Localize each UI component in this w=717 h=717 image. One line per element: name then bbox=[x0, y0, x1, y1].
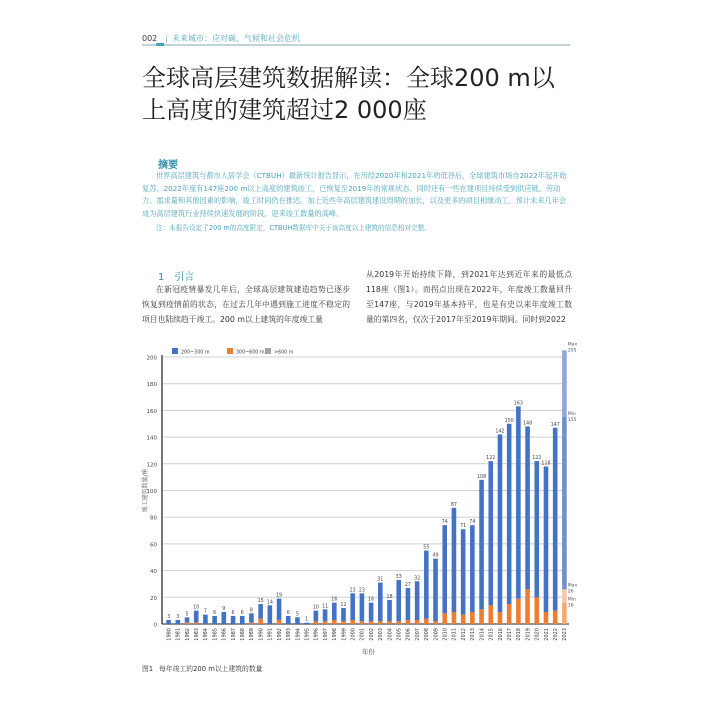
data-label: 74 bbox=[441, 520, 448, 526]
data-label: 5 bbox=[295, 612, 299, 618]
x-tick-label: 2017 bbox=[506, 628, 513, 641]
bar-segment-200-300 bbox=[479, 480, 484, 609]
x-tick-label: 2002 bbox=[368, 628, 375, 641]
data-label: 150 bbox=[504, 418, 514, 424]
bar-chart bbox=[135, 340, 580, 660]
x-tick-label: 2009 bbox=[433, 628, 440, 641]
bar-segment-300-600 bbox=[433, 621, 438, 624]
legend-label: 300~600 m bbox=[236, 350, 265, 356]
x-tick-label: 1998 bbox=[332, 628, 339, 641]
bar-segment-300-600 bbox=[553, 611, 558, 624]
bar-segment-300-600 bbox=[258, 619, 263, 624]
bar-segment-200-300 bbox=[350, 593, 355, 620]
bar-segment-200-300 bbox=[369, 603, 374, 622]
bar-segment-300-600 bbox=[185, 623, 190, 624]
min-label: Min bbox=[567, 597, 576, 603]
bar-segment-200-300 bbox=[396, 580, 401, 621]
x-tick-label: 2007 bbox=[414, 628, 421, 641]
bar-segment-200-300 bbox=[553, 428, 558, 611]
x-tick-label: 1989 bbox=[249, 628, 256, 641]
bar-segment-300-600 bbox=[194, 623, 199, 624]
y-tick-label: 40 bbox=[150, 569, 157, 576]
header-separator: | bbox=[165, 34, 168, 43]
data-label: 10 bbox=[193, 605, 200, 611]
data-label: 108 bbox=[476, 474, 487, 480]
x-tick-label: 2019 bbox=[525, 628, 532, 641]
x-tick-label: 1982 bbox=[184, 628, 191, 641]
bar-segment-300-600 bbox=[360, 621, 365, 624]
min-value-label: 16 bbox=[567, 603, 574, 609]
data-label: 7 bbox=[203, 609, 207, 615]
y-tick-label: 160 bbox=[146, 408, 157, 415]
bar-segment-200-300 bbox=[268, 605, 273, 624]
data-label: 31 bbox=[377, 577, 384, 583]
y-tick-label: 0 bbox=[153, 622, 157, 629]
data-label: 23 bbox=[349, 588, 356, 594]
bar-segment-200-300 bbox=[406, 588, 411, 620]
bar-segment-300-600 bbox=[249, 623, 254, 624]
data-label: 15 bbox=[257, 598, 264, 604]
bar-segment-200-300 bbox=[360, 593, 365, 621]
article-title: 全球高层建筑数据解读：全球200 m以上高度的建筑超过2 000座 bbox=[142, 64, 555, 124]
y-tick-label: 80 bbox=[150, 515, 157, 522]
data-label: 3 bbox=[176, 614, 180, 620]
running-header bbox=[142, 33, 300, 44]
data-label: 1 bbox=[305, 617, 309, 623]
x-tick-label: 2020 bbox=[534, 628, 541, 641]
data-label: 6 bbox=[231, 610, 235, 616]
data-label: 18 bbox=[386, 594, 393, 600]
bar-segment-200-300 bbox=[222, 612, 227, 624]
body-column-left: 在新冠疫情暴发几年后，全球高层建筑建造趋势已逐步恢复到疫情前的状态，在过去几年中遇到施工进度不稳定的项目也陆续趋于竣工。200 m以上建筑的年度竣工量 bbox=[142, 285, 350, 324]
bar-segment-300-600 bbox=[350, 620, 355, 624]
bar-segment-200-300 bbox=[332, 603, 337, 620]
data-label: 147 bbox=[550, 422, 560, 428]
bar-segment-300-600 bbox=[277, 620, 282, 624]
chart-svg bbox=[135, 340, 580, 660]
bar-segment-300-600-min bbox=[562, 603, 567, 624]
y-tick-label: 100 bbox=[146, 489, 157, 495]
data-label: 118 bbox=[541, 461, 551, 467]
abstract-note: 注：本报告设定了200 m的高度限定，CTBUH数据库中关于该高度以上建筑的信息相对完整。 bbox=[156, 224, 431, 232]
x-tick-label: 1986 bbox=[221, 628, 228, 641]
bar-segment-200-300 bbox=[488, 461, 493, 605]
bar-segment-200-300 bbox=[507, 424, 512, 604]
bar-segment-200-300 bbox=[286, 616, 291, 624]
x-tick-label: 2003 bbox=[378, 628, 385, 641]
max-label: Max bbox=[567, 342, 578, 348]
x-tick-label: 1999 bbox=[341, 628, 348, 641]
bar-segment-200-300 bbox=[341, 608, 346, 621]
x-tick-label: 1990 bbox=[258, 628, 265, 641]
bar-segment-200-300 bbox=[516, 406, 521, 598]
data-label: 148 bbox=[523, 421, 533, 427]
x-tick-label: 2023 bbox=[562, 628, 569, 641]
bar-segment-300-600 bbox=[341, 621, 346, 624]
bar-segment-200-300 bbox=[378, 583, 383, 622]
x-axis-label: 年份 bbox=[362, 648, 375, 656]
legend-label: >600 m bbox=[274, 350, 294, 356]
header-rule bbox=[142, 44, 570, 46]
figure-number: 图1 bbox=[142, 665, 154, 673]
data-label: 87 bbox=[450, 502, 457, 508]
bar-segment-200-300 bbox=[166, 620, 171, 624]
x-tick-label: 1981 bbox=[175, 628, 182, 641]
data-label: 5 bbox=[185, 612, 189, 618]
bar-segment-200-300 bbox=[194, 611, 199, 623]
bar-segment-200-300 bbox=[433, 559, 438, 622]
max-value-label: 205 bbox=[567, 348, 577, 354]
x-tick-label: 1993 bbox=[286, 628, 293, 641]
max-value-label: 26 bbox=[567, 589, 574, 595]
x-tick-label: 2022 bbox=[552, 628, 559, 641]
x-tick-label: 1996 bbox=[313, 628, 320, 641]
bar-segment-300-600 bbox=[488, 605, 493, 624]
bar-segment-300-600 bbox=[498, 612, 503, 624]
bar-segment-200-300 bbox=[424, 551, 429, 619]
x-tick-label: 2014 bbox=[479, 628, 486, 641]
bar-segment-200-300 bbox=[442, 525, 447, 613]
section-title: 未来城市：应对碳、气候和社会危机 bbox=[171, 34, 300, 43]
x-tick-label: 1980 bbox=[166, 628, 173, 641]
y-tick-label: 180 bbox=[146, 382, 157, 389]
x-tick-label: 2015 bbox=[488, 628, 495, 641]
bar-segment-300-600-range bbox=[562, 589, 567, 602]
data-label: 9 bbox=[222, 606, 226, 612]
bar-segment-200-300 bbox=[387, 600, 392, 621]
bar-segment-200-300 bbox=[203, 615, 208, 624]
bar-segment-300-600 bbox=[387, 621, 392, 624]
bar-segment-200-300 bbox=[314, 611, 319, 622]
bar-segment-200-300 bbox=[452, 508, 457, 612]
bar-segment-200-300 bbox=[176, 620, 181, 624]
figure-caption-text: 每年竣工的200 m以上建筑的数量 bbox=[159, 665, 263, 673]
bar-segment-200-300 bbox=[525, 426, 530, 589]
min-value-label: 155 bbox=[567, 418, 577, 424]
bar-segment-300-600 bbox=[415, 620, 420, 624]
abstract-body: 世界高层建筑与都市人居学会（CTBUH）最新统计报告显示，在历经2020年和2021年的低谷后，全球建筑市场自2022年起开始复苏。2022年度有147座200 m以上高度的建筑竣工，已恢复至2019年的常规状态。同时还有一些在建项目持续受到供应链、劳动力、需求量和其他因素的影响，竣工时间仍在推迟。加上近些年高层建筑建设周期的加长，以及更多的项目相继动工，预计未来几年会成为高层建筑行业持续快速发展的阶段，迎来竣工数量的高峰。 bbox=[142, 171, 567, 218]
x-tick-label: 1985 bbox=[212, 628, 219, 641]
data-label: 19 bbox=[276, 593, 283, 599]
bar-segment-200-300 bbox=[277, 599, 282, 620]
header-rule-accent bbox=[156, 43, 164, 46]
data-label: 71 bbox=[460, 524, 467, 530]
x-tick-label: 2006 bbox=[405, 628, 412, 641]
bar-segment-300-600 bbox=[369, 621, 374, 624]
bar-segment-200-300 bbox=[185, 617, 190, 622]
data-label: 23 bbox=[358, 588, 365, 594]
body-column-right: 从2019年开始持续下降，到2021年达到近年来的最低点118座（图1）。而拐点出现在2022年，年度竣工数量回升至147座，与2019年基本持平，也是有史以来年度竣工数量的第四名，仅次于2017年至2019年期间。同时到2022 bbox=[366, 270, 572, 324]
bar-segment-300-600 bbox=[396, 621, 401, 624]
figure-caption bbox=[142, 663, 262, 673]
data-label: 27 bbox=[404, 582, 411, 588]
x-tick-label: 1994 bbox=[295, 628, 302, 641]
data-label: 163 bbox=[513, 401, 523, 407]
bar-segment-200-300 bbox=[323, 609, 328, 621]
bar-segment-300-600 bbox=[544, 612, 549, 624]
max-label: Max bbox=[567, 583, 578, 589]
x-tick-label: 1991 bbox=[267, 628, 274, 641]
x-tick-label: 2011 bbox=[451, 628, 458, 641]
bar-segment-200-300 bbox=[249, 613, 254, 622]
x-tick-label: 2018 bbox=[516, 628, 523, 641]
x-tick-label: 1995 bbox=[304, 628, 311, 641]
x-tick-label: 2013 bbox=[470, 628, 477, 641]
y-tick-label: 20 bbox=[150, 595, 157, 602]
data-label: 142 bbox=[495, 429, 505, 435]
bar-segment-300-600 bbox=[452, 612, 457, 624]
x-tick-label: 1988 bbox=[240, 628, 247, 641]
x-tick-label: 1997 bbox=[322, 628, 329, 641]
x-tick-label: 1992 bbox=[276, 628, 283, 641]
data-label: 16 bbox=[331, 597, 338, 603]
data-label: 3 bbox=[167, 614, 171, 620]
bar-segment-300-600 bbox=[461, 615, 466, 624]
x-tick-label: 2016 bbox=[497, 628, 504, 641]
y-tick-label: 60 bbox=[150, 542, 157, 549]
bar-segment-300-600 bbox=[525, 589, 530, 624]
bar-segment-200-300 bbox=[415, 581, 420, 620]
data-label: 32 bbox=[414, 576, 421, 582]
bar-segment-200-300 bbox=[212, 616, 217, 624]
bar-segment-300-600 bbox=[516, 599, 521, 624]
y-tick-label: 140 bbox=[146, 435, 157, 442]
x-tick-label: 2010 bbox=[442, 628, 449, 641]
bar-segment-300-600 bbox=[424, 619, 429, 624]
x-tick-label: 2001 bbox=[359, 628, 366, 641]
data-label: 14 bbox=[266, 600, 273, 606]
bar-segment-200-300 bbox=[461, 529, 466, 614]
bar-segment-200-300 bbox=[295, 617, 300, 624]
data-label: 6 bbox=[213, 610, 217, 616]
x-tick-label: 2005 bbox=[396, 628, 403, 641]
abstract-heading: 摘要 bbox=[158, 160, 178, 171]
section-heading: 1 引言 bbox=[158, 272, 195, 283]
page-number: 002 bbox=[142, 34, 158, 43]
bar-segment-200-300 bbox=[304, 623, 309, 624]
data-label: 10 bbox=[312, 605, 319, 611]
data-label: 6 bbox=[286, 610, 290, 616]
x-tick-label: 1987 bbox=[230, 628, 237, 641]
data-label: 8 bbox=[249, 608, 253, 614]
x-tick-label: 1983 bbox=[194, 628, 201, 641]
bar-segment-300-600 bbox=[314, 621, 319, 624]
data-label: 6 bbox=[240, 610, 244, 616]
bar-segment-300-600 bbox=[442, 613, 447, 624]
data-label: 122 bbox=[532, 456, 542, 462]
legend-swatch bbox=[227, 348, 233, 354]
bar-segment-200-300 bbox=[240, 616, 245, 624]
bar-segment-200-300 bbox=[470, 525, 475, 612]
bar-segment-200-300-min bbox=[562, 417, 567, 589]
data-label: 33 bbox=[395, 574, 402, 580]
data-label: 12 bbox=[340, 602, 347, 608]
x-tick-label: 1984 bbox=[203, 628, 210, 641]
x-tick-label: 2012 bbox=[460, 628, 467, 641]
min-label: Min bbox=[567, 412, 576, 418]
x-tick-label: 2008 bbox=[424, 628, 431, 641]
bar-segment-300-600 bbox=[479, 609, 484, 624]
y-tick-label: 200 bbox=[146, 355, 157, 362]
bar-segment-300-600 bbox=[332, 620, 337, 624]
bar-segment-300-600 bbox=[470, 612, 475, 624]
bar-segment-300-600 bbox=[378, 621, 383, 624]
bar-segment-300-600 bbox=[323, 621, 328, 624]
bar-segment-200-300 bbox=[544, 466, 549, 612]
x-tick-label: 2021 bbox=[543, 628, 550, 641]
x-tick-label: 2004 bbox=[387, 628, 394, 641]
legend-swatch bbox=[265, 348, 271, 354]
y-tick-label: 120 bbox=[146, 462, 157, 469]
legend-swatch bbox=[172, 348, 178, 354]
x-tick-label: 2000 bbox=[350, 628, 357, 641]
bar-segment-300-600 bbox=[406, 620, 411, 624]
data-label: 49 bbox=[432, 553, 439, 559]
data-label: 11 bbox=[322, 604, 329, 610]
bar-segment-200-300 bbox=[231, 616, 236, 624]
data-label: 55 bbox=[423, 545, 430, 551]
data-label: 16 bbox=[368, 597, 375, 603]
bar-segment-300-600 bbox=[507, 604, 512, 624]
bar-segment-300-600 bbox=[534, 597, 539, 624]
bar-segment-200-300 bbox=[498, 434, 503, 612]
data-label: 74 bbox=[469, 520, 476, 526]
bar-segment-200-300 bbox=[258, 604, 263, 619]
y-axis-label: 竣工建筑数量/座 bbox=[142, 468, 149, 513]
bar-segment-200-300-range bbox=[562, 350, 567, 417]
data-label: 122 bbox=[486, 456, 496, 462]
bar-segment-200-300 bbox=[534, 461, 539, 597]
legend-label: 200~300 m bbox=[181, 350, 210, 356]
